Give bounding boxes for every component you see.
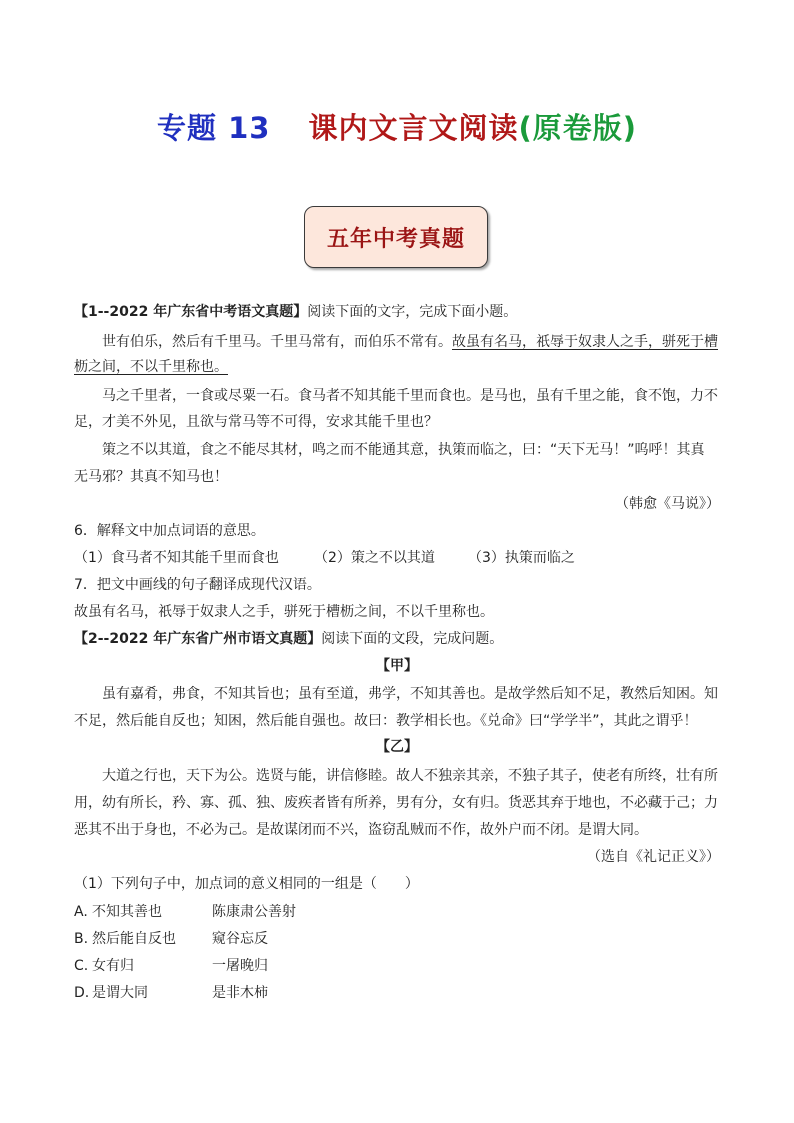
choice-letter: D. [74,985,90,1001]
choice-right-phrase: 陈康肃公善射 [212,904,296,920]
section-badge: 五年中考真题 [304,206,488,268]
passage-jia-line-2: 不足，然后能自反也；知困，然后能自强也。故曰：教学相长也。《兑命》曰“学学半”，其此之谓乎！ [74,713,698,729]
title-topic-number: 专题 13 [157,111,271,145]
title-topic-name: 课内文言文阅读 [308,111,519,145]
q1-underlined-sentence-part-1: 故虽有名马，祇辱于奴隶人之手，骈死于槽 [452,334,718,350]
passage-yi-line-2: 用，幼有所长，矜、寡、孤、独、废疾者皆有所养，男有分，女有归。货恶其弃于地也，不必藏于己；力 [74,795,718,811]
choice-right-phrase: 是非木柿 [212,985,268,1001]
choice-right-phrase: 一屠晚归 [212,958,268,974]
choice-d [74,983,720,1003]
title-edition: (原卷版) [518,111,637,145]
q2-question-1: （1）下列句子中，加点词的意义相同的一组是（ ） [74,876,419,892]
choice-left-phrase: 是谓大同 [92,985,148,1001]
q6-option-1: （1）食马者不知其能千里而食也 [74,550,279,566]
choice-right-phrase: 窥谷忘反 [212,931,268,947]
question-6: 6．解释文中加点词语的意思。 [74,523,265,539]
page-title [0,106,794,147]
choice-c [74,956,720,976]
q2-source-tag: 【2--2022 年广东省广州市语文真题】 [74,631,322,647]
passage-yi-heading: 【乙】 [376,739,418,755]
passage-jia-heading: 【甲】 [376,658,418,674]
choice-letter: C. [74,958,89,974]
choice-left-phrase: 然后能自反也 [92,931,176,947]
q2-source: （选自《礼记正义》） [587,849,720,865]
question-7: 7．把文中画线的句子翻译成现代汉语。 [74,577,321,593]
passage-jia-line-1: 虽有嘉肴，弗食，不知其旨也；虽有至道，弗学，不知其善也。是故学然后知不足，教然后知困。知 [102,686,718,702]
q1-underlined-sentence-part-2: 枥之间，不以千里称也。 [74,359,228,375]
q1-header [74,302,720,322]
question-7-sentence: 故虽有名马，祇辱于奴隶人之手，骈死于槽枥之间，不以千里称也。 [74,604,494,620]
q6-option-3: （3）执策而临之 [468,550,575,566]
question-6-options [74,548,720,568]
q6-option-2: （2）策之不以其道 [314,550,435,566]
passage-yi-line-3: 恶其不出于身也，不必为己。是故谋闭而不兴，盗窃乱贼而不作，故外户而不闭。是谓大同。 [74,822,648,838]
q1-source-tag: 【1--2022 年广东省中考语文真题】 [74,304,308,320]
choice-letter: B. [74,931,89,947]
q1-p1-text: 世有伯乐，然后有千里马。千里马常有，而伯乐不常有。 [102,334,452,350]
passage-yi-line-1: 大道之行也，天下为公。选贤与能，讲信修睦。故人不独亲其亲，不独子其子，使老有所终，壮有所 [102,768,718,784]
q2-instruction: 阅读下面的文段，完成问题。 [321,631,504,647]
q1-source: （韩愈《马说》） [615,496,720,512]
q1-paragraph-3-line-2: 无马邪？其真不知马也！ [74,469,228,485]
choice-letter: A. [74,904,88,920]
choice-left-phrase: 不知其善也 [92,904,162,920]
q1-paragraph-1-line-2 [74,357,720,377]
choice-b [74,929,720,949]
q2-header [74,629,720,649]
choice-a [74,902,720,922]
q1-paragraph-1-line-1 [102,332,720,352]
q1-instruction: 阅读下面的文字，完成下面小题。 [307,304,518,320]
choice-left-phrase: 女有归 [92,958,134,974]
q1-paragraph-3-line-1: 策之不以其道，食之不能尽其材，鸣之而不能通其意，执策而临之，曰：“天下无马！”呜呼！其真 [102,442,705,458]
q1-paragraph-2-line-1: 马之千里者，一食或尽粟一石。食马者不知其能千里而食也。是马也，虽有千里之能，食不饱，力不 [102,388,718,404]
q1-paragraph-2-line-2: 足，才美不外见，且欲与常马等不可得，安求其能千里也？ [74,414,438,430]
